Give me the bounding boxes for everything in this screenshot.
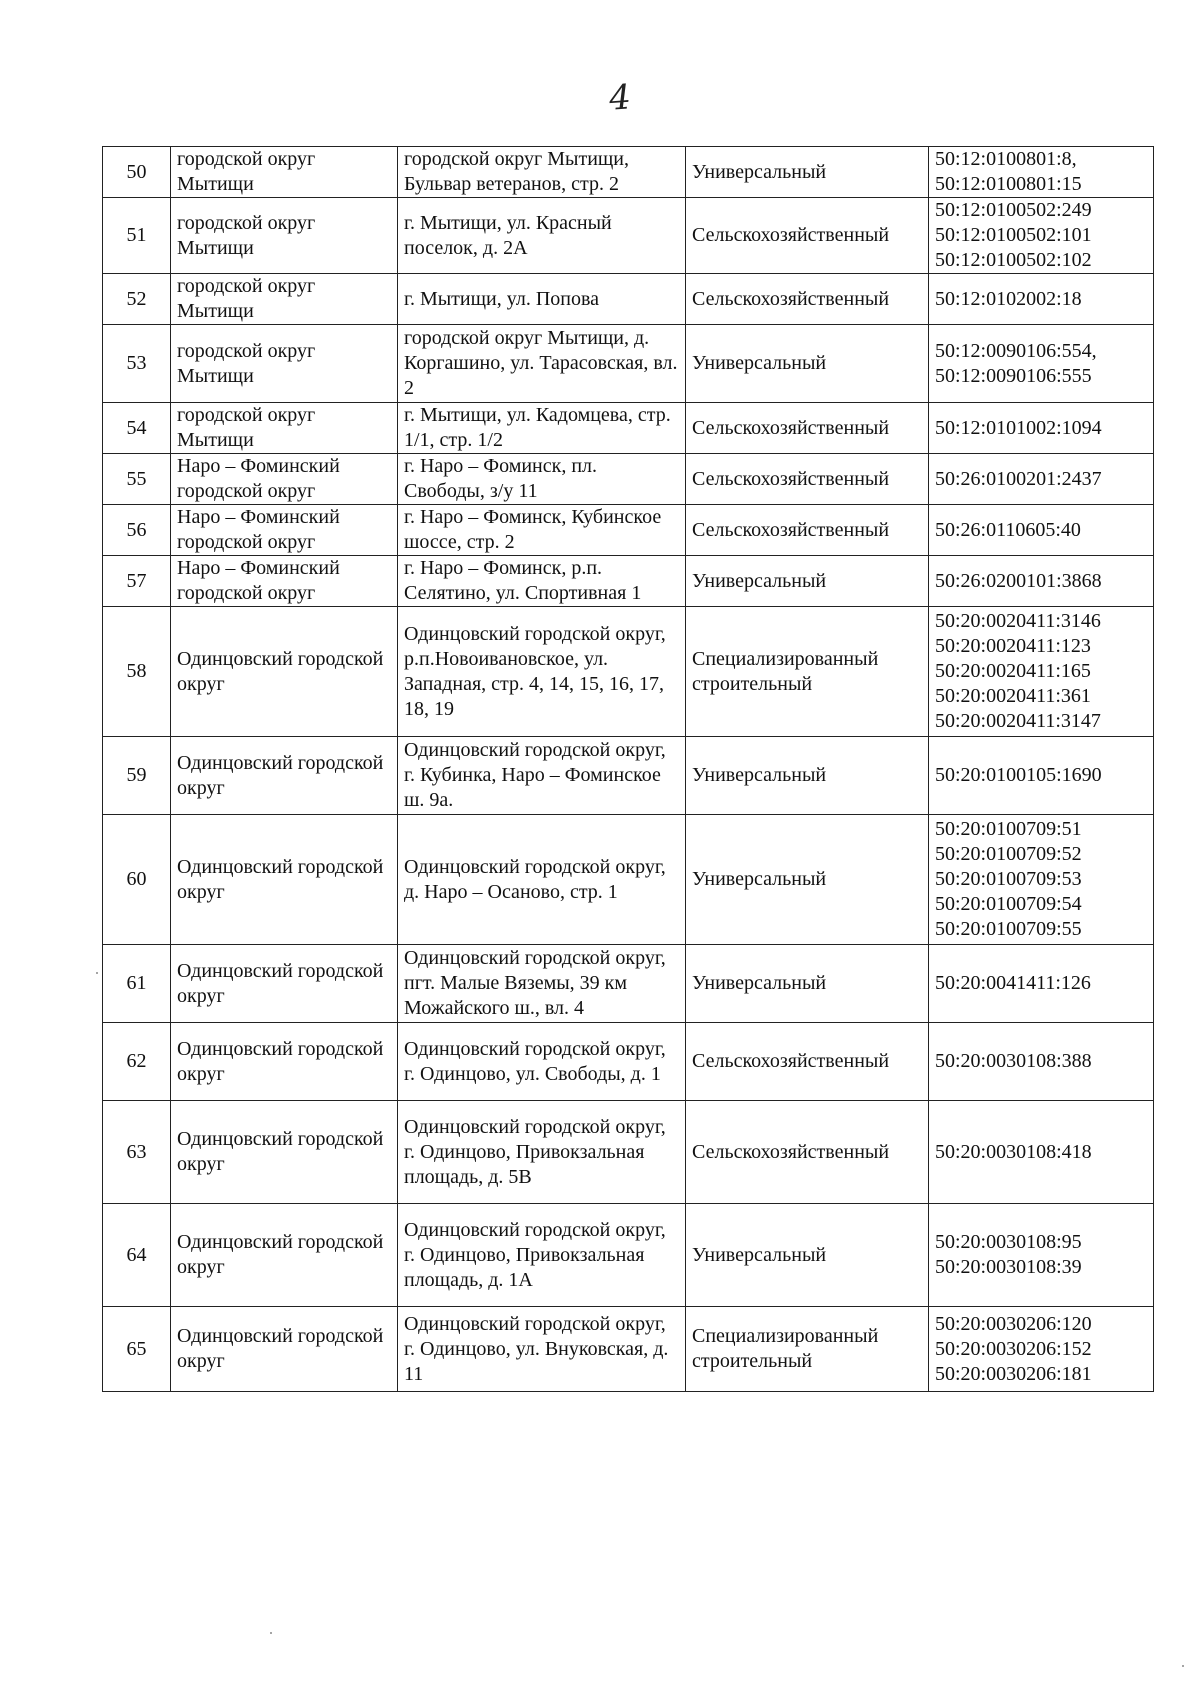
row-number: 56: [103, 505, 171, 556]
market-type-cell: Универсальный: [686, 945, 929, 1023]
table-row: [103, 1023, 1154, 1101]
address-cell: Одинцовский городской округ, г. Кубинка, Наро – Фоминское ш. 9а.: [398, 737, 686, 815]
cadastral-number-cell: 50:12:0100502:249 50:12:0100502:101 50:12:0100502:102: [929, 198, 1154, 274]
table-row: [103, 737, 1154, 815]
market-type-cell: Сельскохозяйственный: [686, 198, 929, 274]
row-number: 61: [103, 945, 171, 1023]
market-type-cell: Сельскохозяйственный: [686, 1101, 929, 1204]
market-type-cell: Универсальный: [686, 325, 929, 403]
table-row: [103, 607, 1154, 737]
row-number: 59: [103, 737, 171, 815]
table-row: [103, 815, 1154, 945]
cadastral-number-cell: 50:20:0030108:388: [929, 1023, 1154, 1101]
cadastral-number-cell: 50:12:0100801:8, 50:12:0100801:15: [929, 147, 1154, 198]
market-registry-table: [102, 146, 1154, 1392]
address-cell: г. Наро – Фоминск, Кубинское шоссе, стр. 2: [398, 505, 686, 556]
cadastral-number-cell: 50:20:0030108:418: [929, 1101, 1154, 1204]
district-cell: Одинцовский городской округ: [171, 815, 398, 945]
address-cell: г. Наро – Фоминск, р.п. Селятино, ул. Спортивная 1: [398, 556, 686, 607]
district-cell: Одинцовский городской округ: [171, 737, 398, 815]
row-number: 55: [103, 454, 171, 505]
row-number: 60: [103, 815, 171, 945]
row-number: 57: [103, 556, 171, 607]
market-type-cell: Сельскохозяйственный: [686, 454, 929, 505]
table-row: [103, 945, 1154, 1023]
table-row: [103, 403, 1154, 454]
district-cell: Наро – Фоминский городской округ: [171, 556, 398, 607]
cadastral-number-cell: 50:26:0200101:3868: [929, 556, 1154, 607]
district-cell: Одинцовский городской округ: [171, 1023, 398, 1101]
row-number: 64: [103, 1204, 171, 1307]
address-cell: г. Мытищи, ул. Кадомцева, стр. 1/1, стр. 1/2: [398, 403, 686, 454]
cadastral-number-cell: 50:26:0110605:40: [929, 505, 1154, 556]
table-row: [103, 1307, 1154, 1392]
cadastral-number-cell: 50:20:0030108:95 50:20:0030108:39: [929, 1204, 1154, 1307]
market-type-cell: Сельскохозяйственный: [686, 1023, 929, 1101]
district-cell: Наро – Фоминский городской округ: [171, 454, 398, 505]
cadastral-number-cell: 50:20:0041411:126: [929, 945, 1154, 1023]
table-row: [103, 325, 1154, 403]
market-type-cell: Универсальный: [686, 737, 929, 815]
market-type-cell: Универсальный: [686, 815, 929, 945]
scan-speck: [270, 1632, 272, 1634]
address-cell: г. Наро – Фоминск, пл. Свободы, з/у 11: [398, 454, 686, 505]
district-cell: Одинцовский городской округ: [171, 1307, 398, 1392]
cadastral-number-cell: 50:20:0020411:3146 50:20:0020411:123 50:20:0020411:165 50:20:0020411:361 50:20:0020411:3147: [929, 607, 1154, 737]
table-row: [103, 1204, 1154, 1307]
address-cell: г. Мытищи, ул. Попова: [398, 274, 686, 325]
table-row: [103, 198, 1154, 274]
cadastral-number-cell: 50:20:0100105:1690: [929, 737, 1154, 815]
market-type-cell: Сельскохозяйственный: [686, 274, 929, 325]
market-type-cell: Специализированный строительный: [686, 1307, 929, 1392]
address-cell: Одинцовский городской округ, г. Одинцово, Привокзальная площадь, д. 1А: [398, 1204, 686, 1307]
row-number: 52: [103, 274, 171, 325]
district-cell: Наро – Фоминский городской округ: [171, 505, 398, 556]
cadastral-number-cell: 50:12:0102002:18: [929, 274, 1154, 325]
district-cell: Одинцовский городской округ: [171, 607, 398, 737]
address-cell: Одинцовский городской округ, р.п.Новоивановское, ул. Западная, стр. 4, 14, 15, 16, 17, 18, 19: [398, 607, 686, 737]
district-cell: Одинцовский городской округ: [171, 1101, 398, 1204]
scan-speck: [1182, 1665, 1184, 1667]
table-row: [103, 147, 1154, 198]
page-number: 4: [607, 77, 633, 119]
address-cell: г. Мытищи, ул. Красный поселок, д. 2А: [398, 198, 686, 274]
address-cell: городской округ Мытищи, д. Коргашино, ул. Тарасовская, вл. 2: [398, 325, 686, 403]
row-number: 53: [103, 325, 171, 403]
address-cell: Одинцовский городской округ, д. Наро – Осаново, стр. 1: [398, 815, 686, 945]
address-cell: Одинцовский городской округ, г. Одинцово, ул. Свободы, д. 1: [398, 1023, 686, 1101]
row-number: 51: [103, 198, 171, 274]
market-type-cell: Универсальный: [686, 556, 929, 607]
row-number: 65: [103, 1307, 171, 1392]
cadastral-number-cell: 50:20:0100709:51 50:20:0100709:52 50:20:0100709:53 50:20:0100709:54 50:20:0100709:55: [929, 815, 1154, 945]
cadastral-number-cell: 50:12:0101002:1094: [929, 403, 1154, 454]
market-type-cell: Сельскохозяйственный: [686, 505, 929, 556]
row-number: 63: [103, 1101, 171, 1204]
district-cell: городской округ Мытищи: [171, 325, 398, 403]
market-type-cell: Универсальный: [686, 147, 929, 198]
table-row: [103, 505, 1154, 556]
scan-speck: [96, 972, 98, 974]
district-cell: городской округ Мытищи: [171, 147, 398, 198]
district-cell: городской округ Мытищи: [171, 198, 398, 274]
table-row: [103, 454, 1154, 505]
address-cell: Одинцовский городской округ, г. Одинцово, ул. Внуковская, д. 11: [398, 1307, 686, 1392]
address-cell: Одинцовский городской округ, пгт. Малые Вяземы, 39 км Можайского ш., вл. 4: [398, 945, 686, 1023]
address-cell: Одинцовский городской округ, г. Одинцово, Привокзальная площадь, д. 5В: [398, 1101, 686, 1204]
market-type-cell: Сельскохозяйственный: [686, 403, 929, 454]
row-number: 54: [103, 403, 171, 454]
row-number: 62: [103, 1023, 171, 1101]
row-number: 58: [103, 607, 171, 737]
market-type-cell: Универсальный: [686, 1204, 929, 1307]
address-cell: городской округ Мытищи, Бульвар ветеранов, стр. 2: [398, 147, 686, 198]
table-row: [103, 1101, 1154, 1204]
cadastral-number-cell: 50:20:0030206:120 50:20:0030206:152 50:20:0030206:181: [929, 1307, 1154, 1392]
district-cell: городской округ Мытищи: [171, 274, 398, 325]
row-number: 50: [103, 147, 171, 198]
district-cell: городской округ Мытищи: [171, 403, 398, 454]
district-cell: Одинцовский городской округ: [171, 945, 398, 1023]
market-type-cell: Специализированный строительный: [686, 607, 929, 737]
table-row: [103, 556, 1154, 607]
district-cell: Одинцовский городской округ: [171, 1204, 398, 1307]
cadastral-number-cell: 50:12:0090106:554, 50:12:0090106:555: [929, 325, 1154, 403]
table-row: [103, 274, 1154, 325]
cadastral-number-cell: 50:26:0100201:2437: [929, 454, 1154, 505]
